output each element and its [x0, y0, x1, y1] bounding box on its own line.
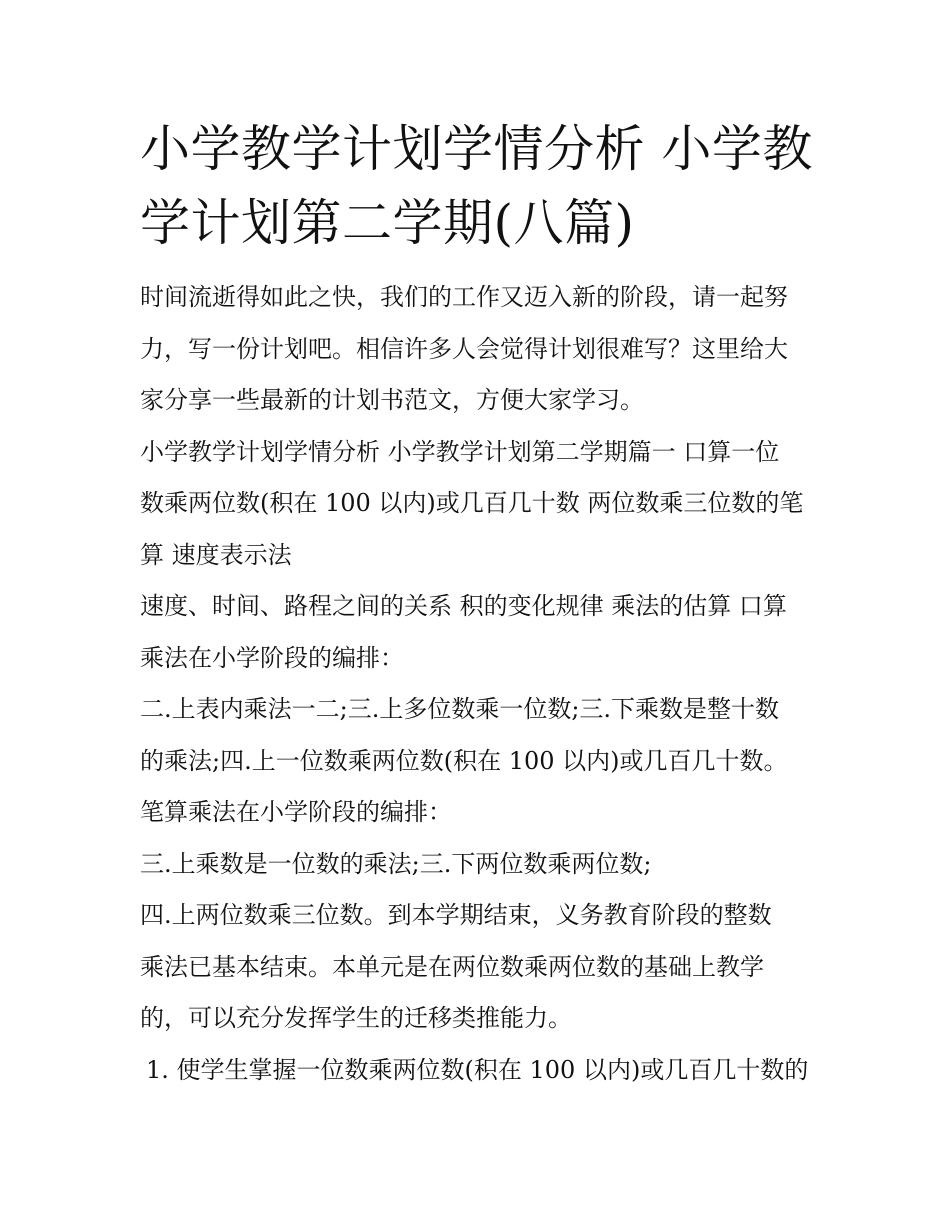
grade-four-paragraph	[140, 890, 820, 1045]
section-heading-paragraph	[140, 427, 820, 582]
text-line: 乘法在小学阶段的编排：	[140, 643, 404, 672]
objective-list-item-1	[140, 1045, 820, 1097]
text-line: 四.上两位数乘三位数。到本学期结束，义务教育阶段的整数	[140, 901, 772, 929]
text-line: 速度、时间、路程之间的关系 积的变化规律 乘法的估算 口算	[140, 592, 787, 620]
text-line: 的乘法;四.上一位数乘两位数(积在 100 以内)或几百几十数。	[140, 746, 788, 775]
text-line: 力，写一份计划吧。相信许多人会觉得计划很难写？这里给大	[140, 334, 788, 363]
text-line: 的，可以充分发挥学生的迁移类推能力。	[140, 1004, 572, 1032]
document-title	[140, 112, 820, 260]
text-line: 时间流逝得如此之快，我们的工作又迈入新的阶段，请一起努	[140, 283, 788, 311]
text-line: 乘法已基本结束。本单元是在两位数乘两位数的基础上教学	[140, 952, 764, 981]
text-line: 算 速度表示法	[140, 540, 292, 569]
text-line: 1. 使学生掌握一位数乘两位数(积在 100 以内)或几百几十数的	[146, 1055, 809, 1084]
mental-arithmetic-paragraph	[140, 684, 820, 787]
text-line: 三.上乘数是一位数的乘法;三.下两位数乘两位数;	[140, 849, 652, 878]
document-body	[140, 272, 820, 1096]
text-line: 数乘两位数(积在 100 以内)或几百几十数 两位数乘三位数的笔	[140, 489, 804, 517]
text-line: 小学教学计划学情分析 小学教学计划第二学期篇一 口算一位	[140, 437, 780, 466]
text-line: 笔算乘法在小学阶段的编排：	[140, 798, 452, 826]
grade-three-paragraph	[140, 839, 820, 891]
text-line: 二.上表内乘法一二;三.上多位数乘一位数;三.下乘数是整十数	[140, 695, 780, 723]
text-line: 家分享一些最新的计划书范文，方便大家学习。	[140, 386, 644, 414]
title-line-1: 小学教学计划学情分析 小学教	[140, 120, 813, 178]
document-page	[140, 112, 820, 1096]
topics-paragraph	[140, 581, 820, 684]
title-line-2: 学计划第二学期(八篇)	[140, 194, 635, 252]
written-arithmetic-heading	[140, 787, 820, 839]
intro-paragraph	[140, 272, 820, 427]
